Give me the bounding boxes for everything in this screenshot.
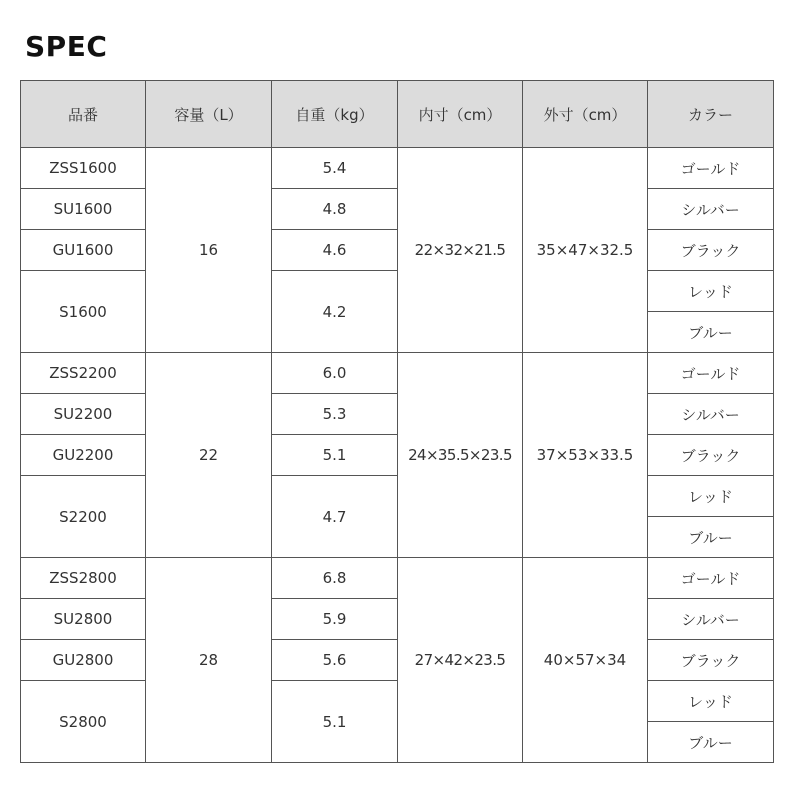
model-number-cell: SU2800 [21, 599, 146, 640]
model-number-cell: S2200 [21, 476, 146, 558]
color-cell: シルバー [648, 599, 774, 640]
header-color: カラー [648, 81, 774, 148]
header-weight: 自重（kg） [272, 81, 398, 148]
outer-size-cell: 37×53×33.5 [523, 353, 648, 558]
model-number-cell: S2800 [21, 681, 146, 763]
inner-size-cell: 27×42×23.5 [398, 558, 523, 763]
table-body [21, 148, 774, 763]
weight-cell: 4.6 [272, 230, 398, 271]
inner-size-cell: 24×35.5×23.5 [398, 353, 523, 558]
weight-cell: 6.8 [272, 558, 398, 599]
model-number-cell: ZSS1600 [21, 148, 146, 189]
model-number-cell: SU2200 [21, 394, 146, 435]
color-cell: ブルー [648, 722, 774, 763]
outer-size-cell: 35×47×32.5 [523, 148, 648, 353]
model-number-cell: ZSS2200 [21, 353, 146, 394]
header-capacity: 容量（L） [146, 81, 272, 148]
table-row [21, 435, 774, 476]
color-cell: ゴールド [648, 353, 774, 394]
spec-table [20, 80, 774, 763]
weight-cell: 4.7 [272, 476, 398, 558]
model-number-cell: ZSS2800 [21, 558, 146, 599]
color-cell: ブルー [648, 312, 774, 353]
table-row [21, 394, 774, 435]
table-row [21, 599, 774, 640]
weight-cell: 5.1 [272, 681, 398, 763]
color-cell: レッド [648, 681, 774, 722]
table-header-row [21, 81, 774, 148]
color-cell: ゴールド [648, 558, 774, 599]
model-number-cell: GU1600 [21, 230, 146, 271]
capacity-cell: 22 [146, 353, 272, 558]
weight-cell: 4.2 [272, 271, 398, 353]
weight-cell: 6.0 [272, 353, 398, 394]
table-row [21, 681, 774, 722]
table-row [21, 189, 774, 230]
header-outer-size: 外寸（cm） [523, 81, 648, 148]
color-cell: レッド [648, 271, 774, 312]
weight-cell: 5.6 [272, 640, 398, 681]
outer-size-cell: 40×57×34 [523, 558, 648, 763]
model-number-cell: GU2200 [21, 435, 146, 476]
color-cell: ブルー [648, 517, 774, 558]
table-row [21, 353, 774, 394]
weight-cell: 4.8 [272, 189, 398, 230]
inner-size-cell: 22×32×21.5 [398, 148, 523, 353]
model-number-cell: GU2800 [21, 640, 146, 681]
page-title: SPEC [25, 30, 108, 63]
color-cell: ブラック [648, 435, 774, 476]
color-cell: ブラック [648, 640, 774, 681]
color-cell: シルバー [648, 189, 774, 230]
table-row [21, 476, 774, 517]
header-inner-size: 内寸（cm） [398, 81, 523, 148]
table-row [21, 271, 774, 312]
table-row [21, 640, 774, 681]
header-model-number: 品番 [21, 81, 146, 148]
model-number-cell: SU1600 [21, 189, 146, 230]
color-cell: シルバー [648, 394, 774, 435]
weight-cell: 5.9 [272, 599, 398, 640]
table-row [21, 558, 774, 599]
color-cell: レッド [648, 476, 774, 517]
weight-cell: 5.3 [272, 394, 398, 435]
capacity-cell: 28 [146, 558, 272, 763]
weight-cell: 5.1 [272, 435, 398, 476]
model-number-cell: S1600 [21, 271, 146, 353]
table-row [21, 230, 774, 271]
table-row [21, 148, 774, 189]
color-cell: ゴールド [648, 148, 774, 189]
weight-cell: 5.4 [272, 148, 398, 189]
color-cell: ブラック [648, 230, 774, 271]
capacity-cell: 16 [146, 148, 272, 353]
